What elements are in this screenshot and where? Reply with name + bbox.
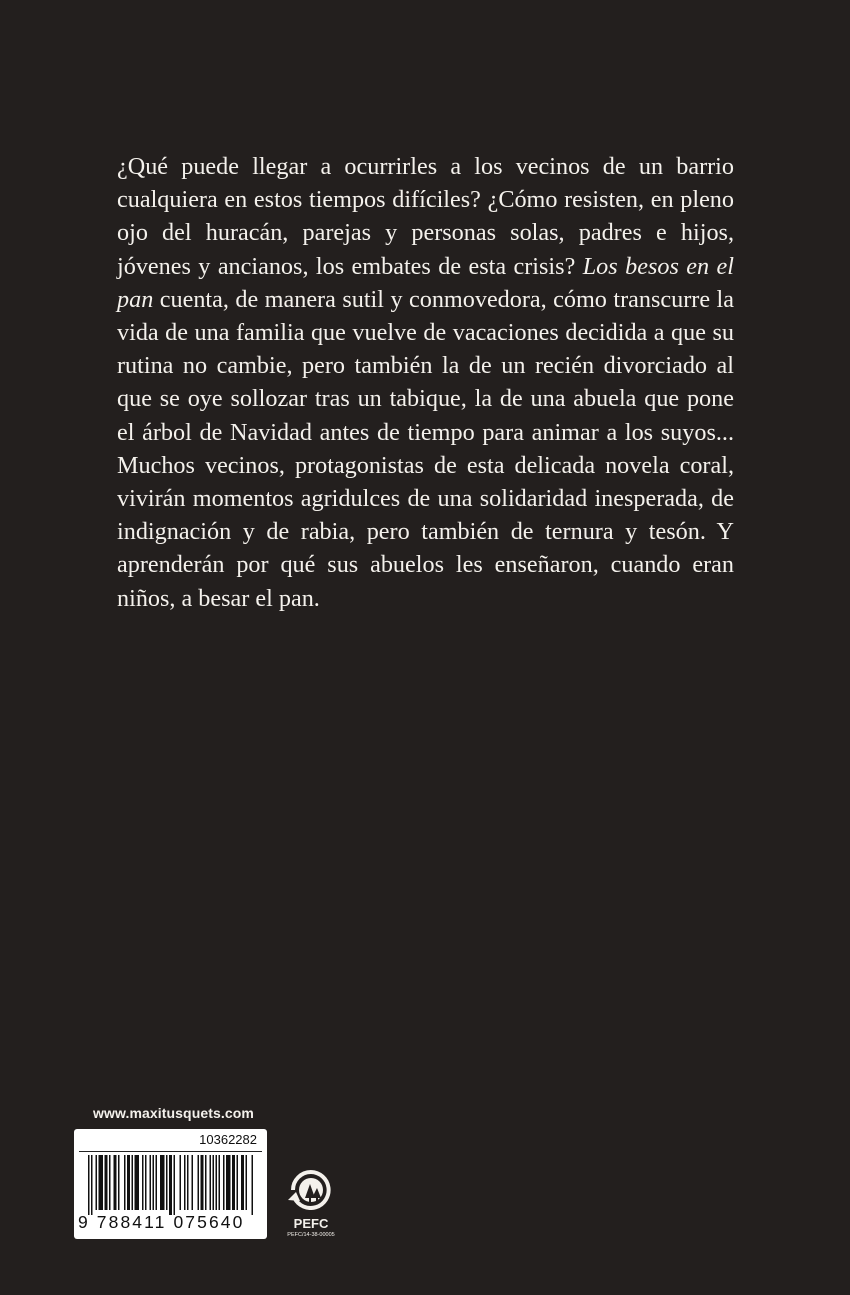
barcode-bar <box>166 1155 168 1210</box>
barcode-internal-code: 10362282 <box>199 1132 257 1147</box>
barcode-bar <box>201 1155 204 1210</box>
barcode-bar <box>118 1155 120 1210</box>
barcode-divider <box>79 1151 262 1152</box>
isbn-digits: 9 788411 075640 <box>78 1212 245 1232</box>
back-cover-blurb <box>117 150 734 615</box>
barcode-bar <box>114 1155 117 1210</box>
barcode-bar <box>127 1155 130 1210</box>
barcode-bar <box>252 1155 254 1215</box>
barcode-bar <box>156 1155 158 1210</box>
pefc-label: PEFC <box>293 1216 329 1231</box>
barcode-bar <box>91 1155 93 1215</box>
barcode-bar <box>169 1155 172 1215</box>
barcode-bar <box>205 1155 207 1210</box>
publisher-website: www.maxitusquets.com <box>93 1105 254 1121</box>
pefc-certification <box>283 1170 339 1238</box>
barcode-bar <box>96 1155 98 1210</box>
book-title: Los besos en el pan <box>117 252 734 313</box>
barcode-bar <box>192 1155 194 1210</box>
barcode-bar <box>246 1155 248 1210</box>
barcode-bar <box>153 1155 155 1210</box>
barcode-bar <box>237 1155 239 1210</box>
barcode-bar <box>210 1155 212 1210</box>
barcode-bar <box>160 1155 165 1210</box>
barcode-bar <box>88 1155 90 1215</box>
barcode-bar <box>219 1155 221 1210</box>
barcode-bar <box>124 1155 126 1210</box>
barcode-bar <box>223 1155 225 1210</box>
blurb-intro: ¿Qué puede llegar a ocurrirles a los vecinos de un barrio cualquiera en estos tiempos difíciles? ¿Cómo resisten, en pleno ojo del huracán, parejas y personas solas, padres e hijos, jóvenes y ancianos, los embates de esta crisis? <box>117 153 734 280</box>
barcode-bar <box>174 1155 176 1215</box>
barcode-bar <box>213 1155 215 1210</box>
blurb-body: cuenta, de manera sutil y conmovedora, cómo transcurre la vida de una familia que vuelve de vacaciones decidida a que su rutina no cambie, pero también la de un recién divorciado al que se oye sollozar tras un tabique, la de una abuela que pone el árbol de Navidad antes de tiempo para animar a los suyos... Muchos vecinos, protagonistas de esta delicada novela coral, vivirán momentos agridulces de una solidaridad inesperada, de indignación y de rabia, pero también de ternura y tesón. Y aprenderán por qué sus abuelos les enseñaron, cuando eran niños, a besar el pan. <box>117 285 734 612</box>
barcode-bar <box>216 1155 218 1210</box>
barcode-bar <box>150 1155 152 1210</box>
barcode-bar <box>145 1155 147 1210</box>
barcode-bar <box>226 1155 231 1210</box>
barcode-bar <box>109 1155 111 1210</box>
barcode-bar <box>232 1155 235 1210</box>
barcode-bars <box>88 1155 254 1215</box>
barcode-bar <box>135 1155 140 1210</box>
barcode-bar <box>187 1155 189 1210</box>
barcode-bar <box>142 1155 144 1210</box>
barcode-bar <box>99 1155 104 1210</box>
barcode-bar <box>241 1155 244 1210</box>
barcode-bar <box>180 1155 182 1210</box>
barcode-bar <box>184 1155 186 1210</box>
barcode-bar <box>105 1155 108 1210</box>
barcode-bar <box>132 1155 134 1210</box>
barcode-bar <box>198 1155 200 1210</box>
barcode-label <box>74 1129 267 1239</box>
pefc-code: PEFC/14-38-00005 <box>287 1232 335 1238</box>
pefc-logo-icon <box>288 1170 334 1210</box>
